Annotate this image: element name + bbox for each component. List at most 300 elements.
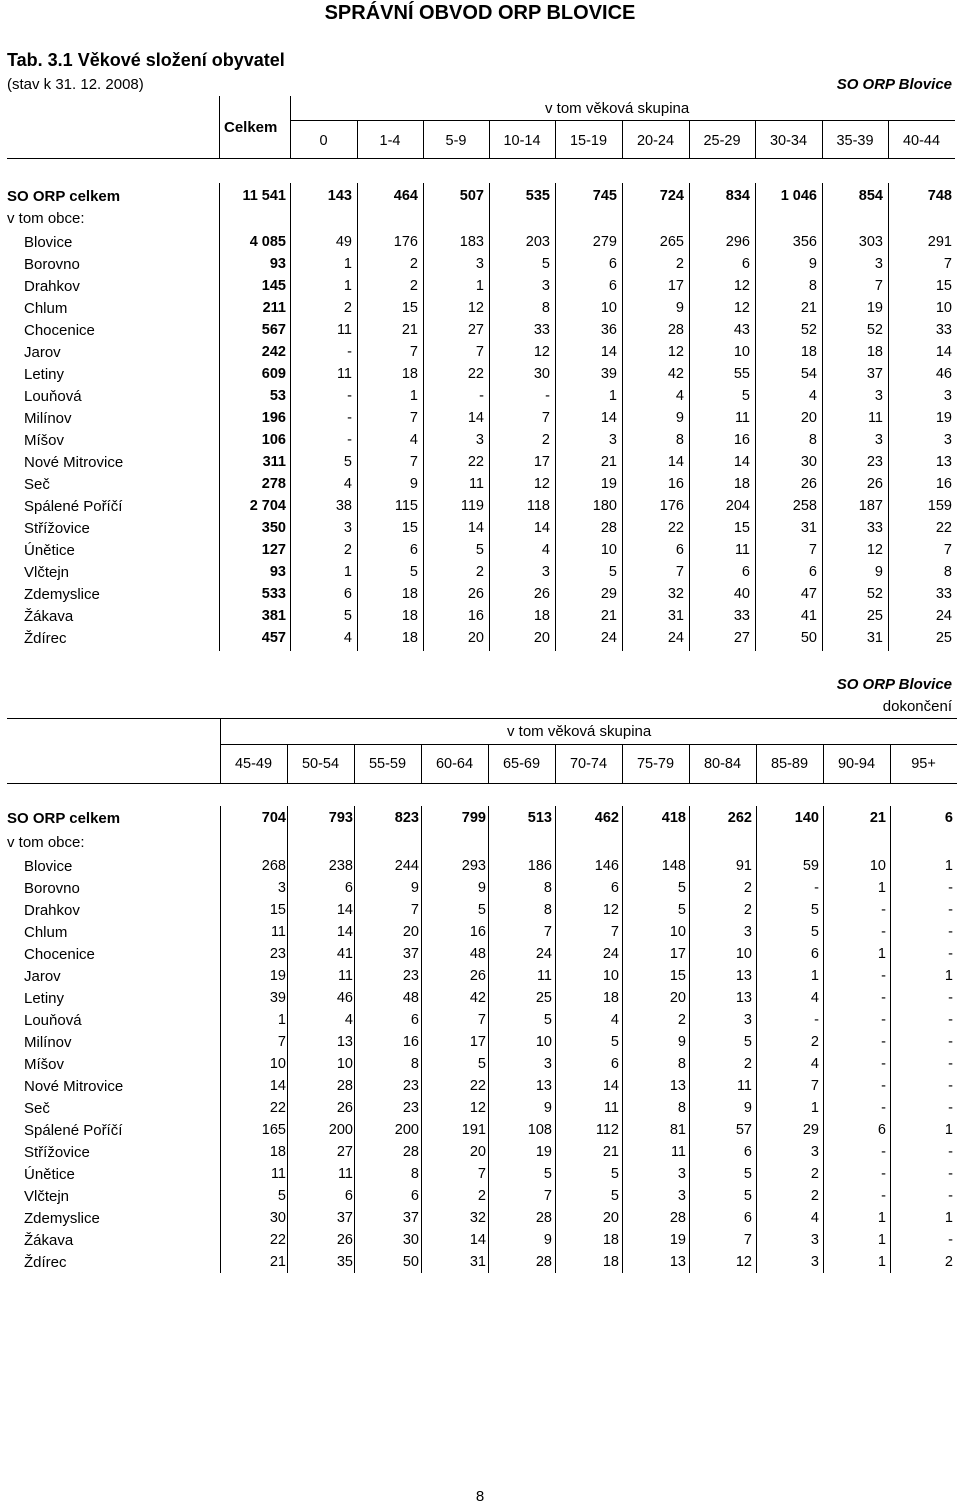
age-group-value: 49 [335,234,352,250]
t1-age-group-header: 1-4 [379,133,401,149]
age-group-value: 10 [935,300,952,316]
age-group-value: 724 [659,188,684,204]
age-group-value: 16 [467,608,484,624]
age-group-value: 8 [410,1056,419,1072]
table-row [0,364,960,386]
t2-age-group-header: 80-84 [703,756,742,772]
age-group-value: 30 [533,366,550,382]
age-group-value: 7 [410,902,419,918]
age-group-value: 41 [336,946,353,962]
age-group-value: 9 [675,300,684,316]
age-group-value: 2 [743,902,752,918]
table-row [0,944,960,966]
age-group-value: 2 [944,1254,953,1270]
age-group-value: 15 [935,278,952,294]
age-group-value: 11 [734,542,750,558]
age-group-value: 20 [402,924,419,940]
age-group-value: 2 [477,1188,486,1204]
age-group-value: 3 [943,432,952,448]
table-row [0,1208,960,1230]
age-group-value: 33 [935,322,952,338]
age-group-value: 14 [269,1078,286,1094]
age-group-value: 14 [469,1232,486,1248]
age-group-value: 14 [667,454,684,470]
age-group-value: 22 [269,1232,286,1248]
age-group-value: 18 [533,608,550,624]
municipality-name: Louňová [24,388,82,405]
age-group-value: 57 [735,1122,752,1138]
table-row [0,856,960,878]
age-group-value: 31 [800,520,817,536]
table-row [0,386,960,408]
age-group-value: 20 [533,630,550,646]
age-group-value: 7 [810,1078,819,1094]
age-group-value: 11 [734,410,750,426]
age-group-value: - [948,1100,953,1116]
t1-age-group-header: 5-9 [445,133,467,149]
age-group-value: 37 [402,946,419,962]
age-group-value: 834 [725,188,750,204]
age-group-value: 1 [944,858,953,874]
age-group-value: 91 [735,858,752,874]
table-subtitle: (stav k 31. 12. 2008) [7,76,144,93]
table-row [0,232,960,254]
table-row [0,1164,960,1186]
age-group-value: 14 [600,410,617,426]
celkem-value: 242 [261,344,286,360]
age-group-value: 1 [810,1100,819,1116]
age-group-value: 37 [866,366,883,382]
age-group-value: - [948,1034,953,1050]
age-group-value: 27 [336,1144,353,1160]
age-group-value: 1 [944,968,953,984]
age-group-value: 6 [741,564,750,580]
age-group-value: 5 [543,1012,552,1028]
age-group-value: 8 [675,432,684,448]
age-group-value: 6 [410,1188,419,1204]
celkem-value: 196 [261,410,286,426]
celkem-value: 311 [262,454,286,470]
municipality-name: SO ORP celkem [7,810,121,827]
age-group-value: - [881,1012,886,1028]
age-group-value: - [948,1144,953,1160]
t2-age-group-header: 55-59 [368,756,407,772]
age-group-value: 1 046 [780,188,817,204]
table-row [0,320,960,342]
age-group-value: 25 [935,630,952,646]
municipality-name: Vlčtejn [24,1188,70,1205]
age-group-value: 7 [610,924,619,940]
age-group-value: 28 [600,520,617,536]
age-group-value: 3 [541,278,550,294]
age-group-value: 16 [469,924,486,940]
t2-age-group-header: 45-49 [234,756,273,772]
municipality-name: Drahkov [24,278,80,295]
table-row [0,408,960,430]
age-group-value: 8 [808,278,817,294]
age-group-value: 26 [467,586,484,602]
age-group-value: 2 [810,1034,819,1050]
age-group-value: 16 [402,1034,419,1050]
age-group-value: 2 [675,256,684,272]
table-row [0,1142,960,1164]
municipality-name: Jarov [24,968,61,985]
municipality-name: Jarov [24,344,61,361]
age-group-value: 46 [935,366,952,382]
municipality-name: Nové Mitrovice [24,454,124,471]
table-row [0,342,960,364]
age-group-value: 5 [743,1166,752,1182]
age-group-value: 14 [336,902,353,918]
age-group-value: 46 [336,990,353,1006]
age-group-value: 3 [277,880,286,896]
municipality-name: SO ORP celkem [7,188,121,205]
age-group-value: 19 [269,968,286,984]
age-group-value: 7 [675,564,684,580]
age-group-value: 9 [543,1232,552,1248]
age-group-value: 17 [533,454,550,470]
age-group-value: 8 [943,564,952,580]
municipality-name: Nové Mitrovice [24,1078,124,1095]
age-group-value: 81 [669,1122,686,1138]
municipality-name: v tom obce: [7,210,85,227]
age-group-value: 6 [808,564,817,580]
age-group-value: - [948,1012,953,1028]
age-group-value: 52 [866,586,883,602]
region-label-continued: SO ORP Blovice [836,676,952,693]
age-group-value: 418 [661,810,686,826]
age-group-value: 25 [535,990,552,1006]
age-group-value: 15 [669,968,686,984]
age-group-value: - [881,902,886,918]
age-group-value: 21 [869,810,886,826]
age-group-value: 462 [594,810,619,826]
page-number: 8 [475,1488,485,1505]
age-group-value: - [814,1012,819,1028]
age-group-value: 6 [741,256,750,272]
t2-age-group-header: 60-64 [435,756,474,772]
age-group-value: 176 [659,498,684,514]
table-row [0,208,960,230]
age-group-value: 8 [410,1166,419,1182]
age-group-value: 28 [535,1210,552,1226]
age-group-value: 20 [467,630,484,646]
age-group-value: 26 [336,1232,353,1248]
age-group-value: 4 [610,1012,619,1028]
age-group-value: 3 [874,432,883,448]
age-group-value: 5 [477,1056,486,1072]
age-group-value: 14 [336,924,353,940]
age-group-value: 17 [667,278,684,294]
age-group-value: 14 [467,520,484,536]
age-group-value: 21 [269,1254,286,1270]
age-group-value: 24 [602,946,619,962]
age-group-value: 6 [344,1188,353,1204]
age-group-value: 21 [600,608,617,624]
table-row [0,562,960,584]
municipality-name: Drahkov [24,902,80,919]
t1-age-group-header: 30-34 [769,133,808,149]
age-group-value: 1 [475,278,484,294]
age-group-value: 4 [810,1210,819,1226]
age-group-value: 204 [725,498,750,514]
age-group-value: 1 [877,1254,886,1270]
age-group-value: 27 [733,630,750,646]
table-row [0,430,960,452]
age-group-value: 13 [669,1078,686,1094]
age-group-value: 6 [810,946,819,962]
age-group-value: 8 [677,1056,686,1072]
table-row [0,1186,960,1208]
age-group-value: 24 [667,630,684,646]
age-group-value: 22 [469,1078,486,1094]
table-row [0,518,960,540]
table-row [0,628,960,650]
age-group-value: - [948,1166,953,1182]
municipality-name: Letiny [24,366,65,383]
age-group-value: 5 [677,880,686,896]
age-group-value: 1 [877,880,886,896]
age-group-value: 6 [409,542,418,558]
celkem-value: 53 [269,388,286,404]
table-row [0,606,960,628]
age-group-value: 18 [866,344,883,360]
age-group-value: 10 [602,968,619,984]
table-row [0,808,960,830]
age-group-value: 3 [608,432,617,448]
age-group-value: 159 [927,498,952,514]
age-group-value: 28 [535,1254,552,1270]
age-group-value: 265 [659,234,684,250]
age-group-value: - [347,410,352,426]
age-group-value: 1 [343,278,352,294]
age-group-value: 745 [592,188,617,204]
age-group-value: 11 [336,366,352,382]
age-group-value: 15 [401,300,418,316]
age-group-value: 18 [401,586,418,602]
age-group-value: 21 [600,454,617,470]
t1-vline [219,96,220,158]
age-group-value: 22 [667,520,684,536]
age-group-value: 32 [469,1210,486,1226]
celkem-value: 609 [261,366,286,382]
age-group-value: 47 [800,586,817,602]
age-group-value: 25 [866,608,883,624]
age-group-value: 7 [874,278,883,294]
celkem-value: 2 704 [249,498,286,514]
continuation-label: dokončení [882,698,952,715]
municipality-name: Louňová [24,1012,82,1029]
municipality-name: Milínov [24,410,72,427]
age-group-value: 146 [594,858,619,874]
age-group-value: 464 [393,188,418,204]
age-group-value: 10 [600,300,617,316]
age-group-value: 15 [401,520,418,536]
t2-vline [220,718,221,783]
age-group-value: 30 [800,454,817,470]
age-group-value: 5 [277,1188,286,1204]
age-group-value: - [347,388,352,404]
municipality-name: Žákava [24,1232,74,1249]
municipality-name: Chocenice [24,322,95,339]
age-group-value: 13 [735,968,752,984]
age-group-value: 33 [533,322,550,338]
age-group-value: 1 [877,1210,886,1226]
age-group-value: 14 [533,520,550,536]
table-row [0,922,960,944]
age-group-value: 2 [810,1188,819,1204]
municipality-name: Střížovice [24,520,90,537]
age-group-value: 59 [802,858,819,874]
age-group-value: 165 [261,1122,286,1138]
age-group-value: - [881,990,886,1006]
municipality-name: v tom obce: [7,834,85,851]
age-group-value: 6 [877,1122,886,1138]
age-group-value: 203 [525,234,550,250]
age-group-value: 7 [808,542,817,558]
age-group-value: 31 [866,630,883,646]
age-group-value: 4 [675,388,684,404]
age-group-value: 11 [336,322,352,338]
age-group-value: 12 [733,300,750,316]
t1-header-bottom [7,158,955,159]
t1-age-group-header: 25-29 [703,133,741,149]
age-group-value: 12 [667,344,684,360]
age-group-value: - [948,924,953,940]
celkem-value: 11 541 [242,188,286,204]
age-group-value: 5 [343,608,352,624]
age-group-value: 4 [409,432,418,448]
age-group-value: 12 [533,476,550,492]
age-group-value: - [948,946,953,962]
age-group-value: 244 [394,858,419,874]
age-group-value: 10 [669,924,686,940]
age-group-value: 9 [743,1100,752,1116]
age-group-value: 3 [475,432,484,448]
table-row [0,540,960,562]
municipality-name: Borovno [24,880,80,897]
age-group-value: 4 [344,1012,353,1028]
age-group-value: 18 [401,366,418,382]
age-group-value: 9 [543,1100,552,1116]
municipality-name: Spálené Poříčí [24,498,123,515]
age-group-value: 18 [800,344,817,360]
age-group-value: 2 [409,278,418,294]
table-row [0,254,960,276]
region-label: SO ORP Blovice [836,76,952,93]
age-group-value: 268 [261,858,286,874]
age-group-value: 52 [866,322,883,338]
age-group-value: 1 [944,1210,953,1226]
municipality-name: Chlum [24,924,68,941]
age-group-value: 3 [743,924,752,940]
age-group-value: 4 [541,542,550,558]
age-group-value: - [881,1034,886,1050]
age-group-value: 5 [543,1166,552,1182]
age-group-value: 9 [477,880,486,896]
age-group-value: 10 [735,946,752,962]
age-group-value: 14 [467,410,484,426]
age-group-value: 9 [410,880,419,896]
age-group-value: 799 [461,810,486,826]
age-group-value: 7 [477,1012,486,1028]
age-group-value: 11 [468,476,484,492]
age-group-value: 11 [536,968,552,984]
age-group-value: 8 [808,432,817,448]
age-group-value: 18 [733,476,750,492]
age-group-value: 18 [401,608,418,624]
age-group-value: 5 [610,1188,619,1204]
age-group-value: 2 [810,1166,819,1182]
age-group-value: 5 [677,902,686,918]
age-group-value: 2 [677,1012,686,1028]
age-group-value: 5 [477,902,486,918]
age-group-value: 293 [461,858,486,874]
age-group-value: 7 [743,1232,752,1248]
age-group-value: 10 [733,344,750,360]
age-group-value: 4 [343,476,352,492]
age-group-value: 37 [402,1210,419,1226]
age-group-value: 200 [328,1122,353,1138]
age-group-value: 1 [877,1232,886,1248]
table-row [0,496,960,518]
table-row [0,452,960,474]
age-group-value: 3 [677,1188,686,1204]
age-group-value: 33 [866,520,883,536]
table-row [0,900,960,922]
age-group-value: - [948,902,953,918]
age-group-value: 29 [802,1122,819,1138]
age-group-value: 21 [800,300,817,316]
age-group-value: 6 [743,1144,752,1160]
age-group-value: 28 [667,322,684,338]
age-group-value: 3 [810,1232,819,1248]
table2-group-label: v tom věková skupina [507,723,652,740]
celkem-value: 381 [261,608,286,624]
age-group-value: 26 [800,476,817,492]
celkem-value: 211 [262,300,286,316]
t2-header-bottom [7,783,957,784]
age-group-value: 28 [402,1144,419,1160]
celkem-value: 278 [261,476,286,492]
municipality-name: Letiny [24,990,65,1007]
age-group-value: 6 [608,278,617,294]
age-group-value: 30 [269,1210,286,1226]
age-group-value: 24 [535,946,552,962]
age-group-value: 26 [336,1100,353,1116]
age-group-value: 23 [402,968,419,984]
table-row [0,1120,960,1142]
age-group-value: - [948,1078,953,1094]
age-group-value: 24 [600,630,617,646]
age-group-value: 7 [477,1166,486,1182]
age-group-value: 8 [677,1100,686,1116]
age-group-value: 4 [343,630,352,646]
age-group-value: - [881,1166,886,1182]
table-row [0,186,960,208]
table-row [0,474,960,496]
age-group-value: - [881,1144,886,1160]
municipality-name: Spálené Poříčí [24,1122,123,1139]
age-group-value: 10 [269,1056,286,1072]
age-group-value: 112 [595,1122,619,1138]
age-group-value: 4 [808,388,817,404]
t2-age-group-header: 95+ [911,756,936,772]
age-group-value: 3 [874,388,883,404]
age-group-value: 148 [661,858,686,874]
age-group-value: 4 [810,1056,819,1072]
t2-group-line [220,744,957,745]
